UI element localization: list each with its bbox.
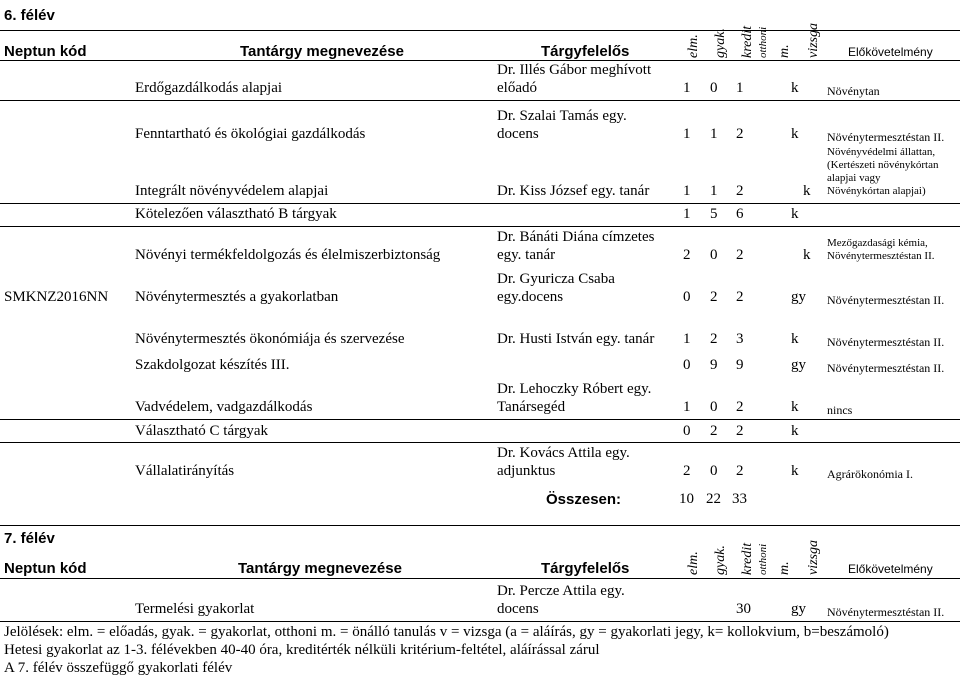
exam-type: k [791, 423, 799, 439]
exam-type: k [791, 80, 799, 96]
header-subject-name: Tantárgy megnevezése [240, 43, 404, 60]
exam-type: k [803, 247, 811, 263]
divider [0, 578, 960, 579]
exam-type: k [791, 463, 799, 479]
lecture-hours: 2 [683, 463, 691, 479]
exam-type: k [791, 126, 799, 142]
neptun-code: SMKNZ2016NN [4, 289, 109, 305]
prerequisite: Növénytermesztéstan II. [827, 293, 945, 307]
credit-value: 3 [736, 331, 744, 347]
credit-value: 30 [736, 601, 751, 617]
practice-hours: 1 [710, 126, 718, 142]
subject-name: Integrált növényvédelem alapjai [135, 183, 329, 199]
subject-responsible: Dr. Kovács Attila egy. [497, 445, 630, 461]
prerequisite-line: Növényvédelmi állattan, [827, 146, 936, 158]
header-exam: vizsga [806, 540, 821, 575]
practice-hours: 9 [710, 357, 718, 373]
total-label: Összesen: [546, 491, 622, 508]
credit-value: 2 [736, 126, 744, 142]
practice-hours: 1 [710, 183, 718, 199]
credit-value: 2 [736, 463, 744, 479]
credit-value: 2 [736, 289, 744, 305]
header-credit-sub: otthoni [757, 26, 769, 58]
semester7-note: A 7. félév összefüggő gyakorlati félév [4, 660, 233, 676]
divider [0, 442, 960, 443]
divider [0, 100, 960, 101]
practice-hours: 0 [710, 80, 718, 96]
exam-type: k [791, 206, 799, 222]
lecture-hours: 0 [683, 289, 691, 305]
lecture-hours: 1 [683, 183, 691, 199]
header-practice: gyak. [713, 545, 728, 575]
divider [0, 60, 960, 61]
subject-name: Fenntartható és ökológiai gazdálkodás [135, 126, 366, 142]
prerequisite-line: alapjai vagy [827, 172, 881, 184]
prerequisite: nincs [827, 403, 853, 417]
legend-note: Jelölések: elm. = előadás, gyak. = gyakorlat, otthoni m. = önálló tanulás v = vizsga (a = aláírás, gy = gyakorlati jegy, k= kollokvium, b=beszámoló) [4, 624, 889, 640]
prerequisite: Növénytermesztéstan II. [827, 605, 945, 619]
subject-responsible-title: egy.docens [497, 289, 564, 305]
lecture-hours: 1 [683, 331, 691, 347]
lecture-hours: 0 [683, 423, 691, 439]
practice-hours: 2 [710, 289, 718, 305]
header-subject-name: Tantárgy megnevezése [238, 560, 402, 577]
header-neptun-code: Neptun kód [4, 43, 87, 60]
practice-note: Hetesi gyakorlat az 1-3. félévekben 40-40 óra, kreditérték nélküli kritérium-feltétel, aláírással zárul [4, 642, 600, 658]
credit-value: 2 [736, 423, 744, 439]
subject-name: Növénytermesztés a gyakorlatban [135, 289, 339, 305]
subject-responsible-title: docens [497, 601, 539, 617]
subject-responsible: Dr. Gyuricza Csaba [497, 271, 615, 287]
header-credit-sub: otthoni [757, 543, 769, 575]
divider [0, 525, 960, 526]
divider [0, 621, 960, 622]
subject-responsible-title: docens [497, 126, 539, 142]
header-home: m. [777, 44, 792, 58]
lecture-hours: 1 [683, 126, 691, 142]
header-home: m. [777, 561, 792, 575]
practice-hours: 2 [710, 423, 718, 439]
subject-name: Növénytermesztés ökonómiája és szervezése [135, 331, 405, 347]
subject-responsible: Dr. Illés Gábor meghívott [497, 62, 652, 78]
subject-responsible: Dr. Szalai Tamás egy. [497, 108, 627, 124]
divider [0, 419, 960, 420]
prerequisite: Növénytan [827, 84, 880, 98]
subject-responsible: Dr. Kiss József egy. tanár [497, 183, 650, 199]
subject-responsible: Dr. Percze Attila egy. [497, 583, 625, 599]
header-credit: kredit [740, 542, 755, 575]
lecture-hours: 0 [683, 357, 691, 373]
prerequisite-line: Növénykórtan alapjai) [827, 185, 926, 197]
total-lecture: 10 [679, 491, 694, 507]
practice-hours: 0 [710, 399, 718, 415]
exam-type: k [791, 331, 799, 347]
credit-value: 9 [736, 357, 744, 373]
total-credit: 33 [732, 491, 747, 507]
header-prereq: Előkövetelmény [848, 45, 933, 59]
subject-name: Kötelezően választható B tárgyak [135, 206, 337, 222]
header-lecture: elm. [686, 34, 701, 58]
prerequisite-line: Növénytermesztéstan II. [827, 250, 935, 262]
prerequisite: Növénytermesztéstan II. [827, 130, 945, 144]
prerequisite-line: Mezőgazdasági kémia, [827, 237, 928, 249]
exam-type: gy [791, 357, 806, 373]
prerequisite-line: (Kertészeti növénykórtan [827, 159, 939, 171]
header-responsible: Tárgyfelelős [541, 560, 630, 577]
practice-hours: 5 [710, 206, 718, 222]
semester7-title: 7. félév [4, 530, 55, 547]
subject-responsible: Dr. Husti István egy. tanár [497, 331, 655, 347]
header-responsible: Tárgyfelelős [541, 43, 630, 60]
subject-responsible: Dr. Bánáti Diána címzetes [497, 229, 655, 245]
credit-value: 6 [736, 206, 744, 222]
exam-type: gy [791, 289, 806, 305]
lecture-hours: 1 [683, 206, 691, 222]
subject-name: Növényi termékfeldolgozás és élelmiszerbiztonság [135, 247, 441, 263]
prerequisite: Agrárökonómia I. [827, 467, 913, 481]
subject-name: Választható C tárgyak [135, 423, 269, 439]
subject-name: Erdőgazdálkodás alapjai [135, 80, 283, 96]
lecture-hours: 1 [683, 80, 691, 96]
practice-hours: 2 [710, 331, 718, 347]
subject-responsible-title: adjunktus [497, 463, 556, 479]
subject-name: Termelési gyakorlat [135, 601, 255, 617]
header-exam: vizsga [806, 23, 821, 58]
subject-name: Szakdolgozat készítés III. [135, 357, 290, 373]
subject-name: Vadvédelem, vadgazdálkodás [135, 399, 313, 415]
divider [0, 203, 960, 204]
subject-responsible: Dr. Lehoczky Róbert egy. [497, 381, 652, 397]
practice-hours: 0 [710, 463, 718, 479]
subject-responsible-title: Tanársegéd [497, 399, 566, 415]
subject-responsible-title: előadó [497, 80, 537, 96]
exam-type: k [803, 183, 811, 199]
header-credit: kredit [740, 25, 755, 58]
lecture-hours: 2 [683, 247, 691, 263]
prerequisite: Növénytermesztéstan II. [827, 361, 945, 375]
exam-type: k [791, 399, 799, 415]
credit-value: 2 [736, 183, 744, 199]
semester6-title: 6. félév [4, 7, 55, 24]
header-lecture: elm. [686, 551, 701, 575]
exam-type: gy [791, 601, 806, 617]
credit-value: 2 [736, 399, 744, 415]
header-neptun-code: Neptun kód [4, 560, 87, 577]
subject-responsible-title: egy. tanár [497, 247, 556, 263]
divider [0, 226, 960, 227]
prerequisite: Növénytermesztéstan II. [827, 335, 945, 349]
credit-value: 2 [736, 247, 744, 263]
lecture-hours: 1 [683, 399, 691, 415]
subject-name: Vállalatirányítás [135, 463, 235, 479]
credit-value: 1 [736, 80, 744, 96]
header-prereq: Előkövetelmény [848, 562, 933, 576]
practice-hours: 0 [710, 247, 718, 263]
total-practice: 22 [706, 491, 721, 507]
header-practice: gyak. [713, 28, 728, 58]
